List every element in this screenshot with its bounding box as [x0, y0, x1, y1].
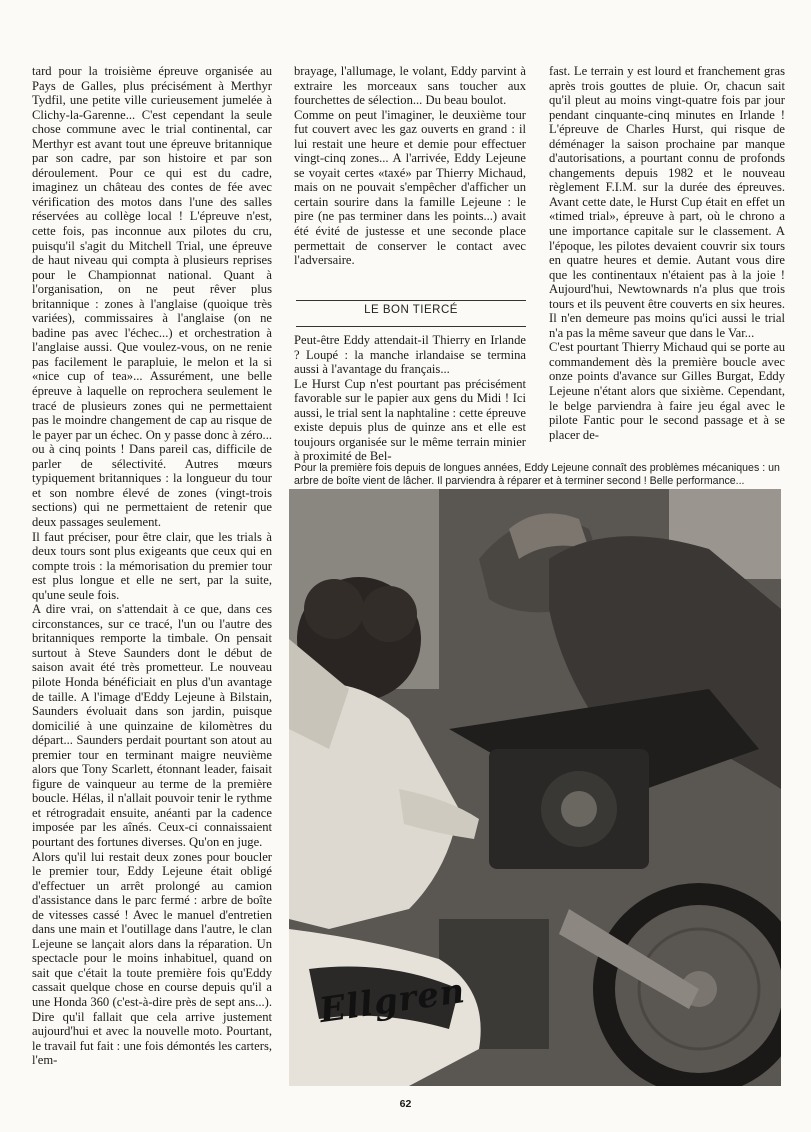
article-column-1	[32, 64, 272, 1068]
article-column-3	[549, 64, 785, 442]
paragraph: tard pour la troisième épreuve organisée au Pays de Galles, plus précisément à Merthyr Tydfil, une petite ville curieusement jumelée à Clichy-la-Garenne... C'est cependant la seule chose commune avec le trial continental, car Merthyr est avant tout une épreuve britannique par son cadre, par son histoire et par son déroulement. Pour ce qui est du cadre, imaginez un château des contes de fée avec vérification des motos dans l'une des salles réservées au collège local ! L'épreuve n'est, cette fois, pas inconnue aux pilotes du cru, puisqu'il s'agit du Mitchell Trial, une épreuve de haut niveau qui compta à plusieurs reprises pour le Championnat national. Quant à l'organisation, on ne peut rêver plus britannique : zones à l'anglaise (quoique très variées), commissaires à l'anglaise (on ne badine pas avec l'échec...) et orchestration à l'anglaise aussi. Que voulez-vous, on ne renie pas facilement le parapluie, le melon et la si «nice cup of tea»... Assurément, une belle épreuve à laquelle on reprochera seulement le tracé de plusieurs zones qui ne permettaient pas le moindre changement de cap au risque de le payer par un échec. On y passe donc à zéro... ou à cinq points ! Dans pareil cas, difficile de parler de sélectivité. Autres mœurs typiquement britanniques : la longueur du tour et son nombre élevé de zones (vingt-trois sections) qui ne permettaient de retenir que deux passages seulement.	[32, 64, 272, 529]
motorcycle-repair-photo	[289, 489, 781, 1086]
section-heading: LE BON TIERCÉ	[364, 304, 458, 316]
paragraph: Comme on peut l'imaginer, le deuxième tour fut couvert avec les gaz ouverts en grand : il lui restait une heure et demie pour effectuer vingt-cinq zones... A l'arrivée, Eddy Lejeune se voyait certes «taxé» par Thierry Michaud, mais on ne pouvait s'empêcher d'afficher un certain sourire dans la famille Lejeune : le pire (ne pas terminer dans les points...) avait été évité de justesse et une seconde place permettait de conserver le contact avec l'adversaire.	[294, 107, 526, 268]
paragraph: Alors qu'il lui restait deux zones pour boucler le premier tour, Eddy Lejeune était obligé d'effectuer un arrêt prolongé au camion d'assistance dans le parc fermé : arbre de boîte de vitesses cassé ! Avec le manuel d'entretien dans une main et l'outillage dans l'autre, le clan Lejeune se lançait alors dans la réparation. Un spectacle pour le moins inhabituel, quand on sait que c'était la toute première fois qu'Eddy cassait quelque chose en course depuis qu'il a une Honda 360 (c'est-à-dire près de sept ans...). Dire qu'il fallait que cela arrive justement aujourd'hui et avec la nouvelle moto. Pourtant, le travail fut fait : une fois démontés les carters, l'em-	[32, 849, 272, 1068]
page-number: 62	[399, 1098, 412, 1110]
section-rule-top	[296, 300, 526, 301]
paragraph: Il faut préciser, pour être clair, que les trials à deux tours sont plus exigeants que ceux qui en compte trois : la mémorisation du premier tour est plus longue et elle ne sert, par la suite, qu'une seule fois.	[32, 529, 272, 602]
trousers-logo-text: Ellgren	[316, 970, 468, 1032]
paragraph: brayage, l'allumage, le volant, Eddy parvint à extraire les morceaux sans toucher aux fourchettes de sélection... Du beau boulot.	[294, 64, 526, 108]
paragraph: C'est pourtant Thierry Michaud qui se porte au commandement dès la première boucle avec onze points d'avance sur Gilles Burgat, Eddy Lejeune n'étant alors que sixième. Cependant, le belge parviendra à faire jeu égal avec le pilote Fantic pour le second passage et à se placer de-	[549, 340, 785, 442]
article-column-2-continued	[294, 333, 526, 464]
paragraph: fast. Le terrain y est lourd et franchement gras après trois gouttes de pluie. Or, chacun sait qu'il pleut au moins vingt-quatre fois par jour pendant cinquante-cinq minutes en Irlande ! L'épreuve de Charles Hurst, qui risque de déménager la saison prochaine par manque d'autorisations, a pourtant connu de profonds changements depuis 1982 et le nouveau règlement F.I.M. sur la durée des épreuves. Avant cette date, le Hurst Cup était en effet un «timed trial», épreuve à part, où le chrono a une importance capitale sur le classement. A l'époque, les pilotes devaient couvrir six tours en quatre heures et demie. Autant vous dire que les continentaux n'étaient pas à la joie ! Aujourd'hui, Newtownards n'a plus que trois tours et ils peuvent être couverts en six heures. Il n'en demeure pas moins qu'ici aussi le trial n'a pas la même saveur que dans le Var...	[549, 64, 785, 340]
photo-caption: Pour la première fois depuis de longues années, Eddy Lejeune connaît des problèmes mécaniques : un arbre de boîte vient de lâcher. Il parviendra à réparer et à terminer second ! Belle performance...	[294, 462, 780, 487]
paragraph: Peut-être Eddy attendait-il Thierry en Irlande ? Loupé : la manche irlandaise se termina aussi à l'avantage du français...	[294, 333, 526, 377]
paragraph: A dire vrai, on s'attendait à ce que, dans ces circonstances, sur ce tracé, l'un ou l'autre des britanniques remporte la timbale. On pensait surtout à Steve Saunders dont le début de saison avait été très prometteur. Le nouveau pilote Honda bénéficiait en plus d'un avantage de taille. A l'image d'Eddy Lejeune à Bilstain, Saunders évoluait dans son jardin, puisque domicilié à une quinzaine de kilomètres du départ... Saunders perdait pourtant son atout au premier tour en terminant maigre neuvième alors que Tony Scarlett, étonnant leader, faisait figure de vainqueur au terme de la première boucle. Hélas, il n'allait pouvoir tenir le rythme et rétrogradait ensuite, anéanti par la cadence imposée par les aînés. Ceux-ci connaissaient pourtant des fortunes diverses. Qu'on en juge.	[32, 602, 272, 849]
paragraph: Le Hurst Cup n'est pourtant pas précisément favorable sur le papier aux gens du Midi ! Ici aussi, le trial sent la naphtaline : cette épreuve existe depuis plus de quinze ans et elle est toujours organisée sur le même terrain minier à proximité de Bel-	[294, 376, 526, 464]
section-rule-bottom	[296, 326, 526, 327]
article-column-2	[294, 64, 526, 268]
